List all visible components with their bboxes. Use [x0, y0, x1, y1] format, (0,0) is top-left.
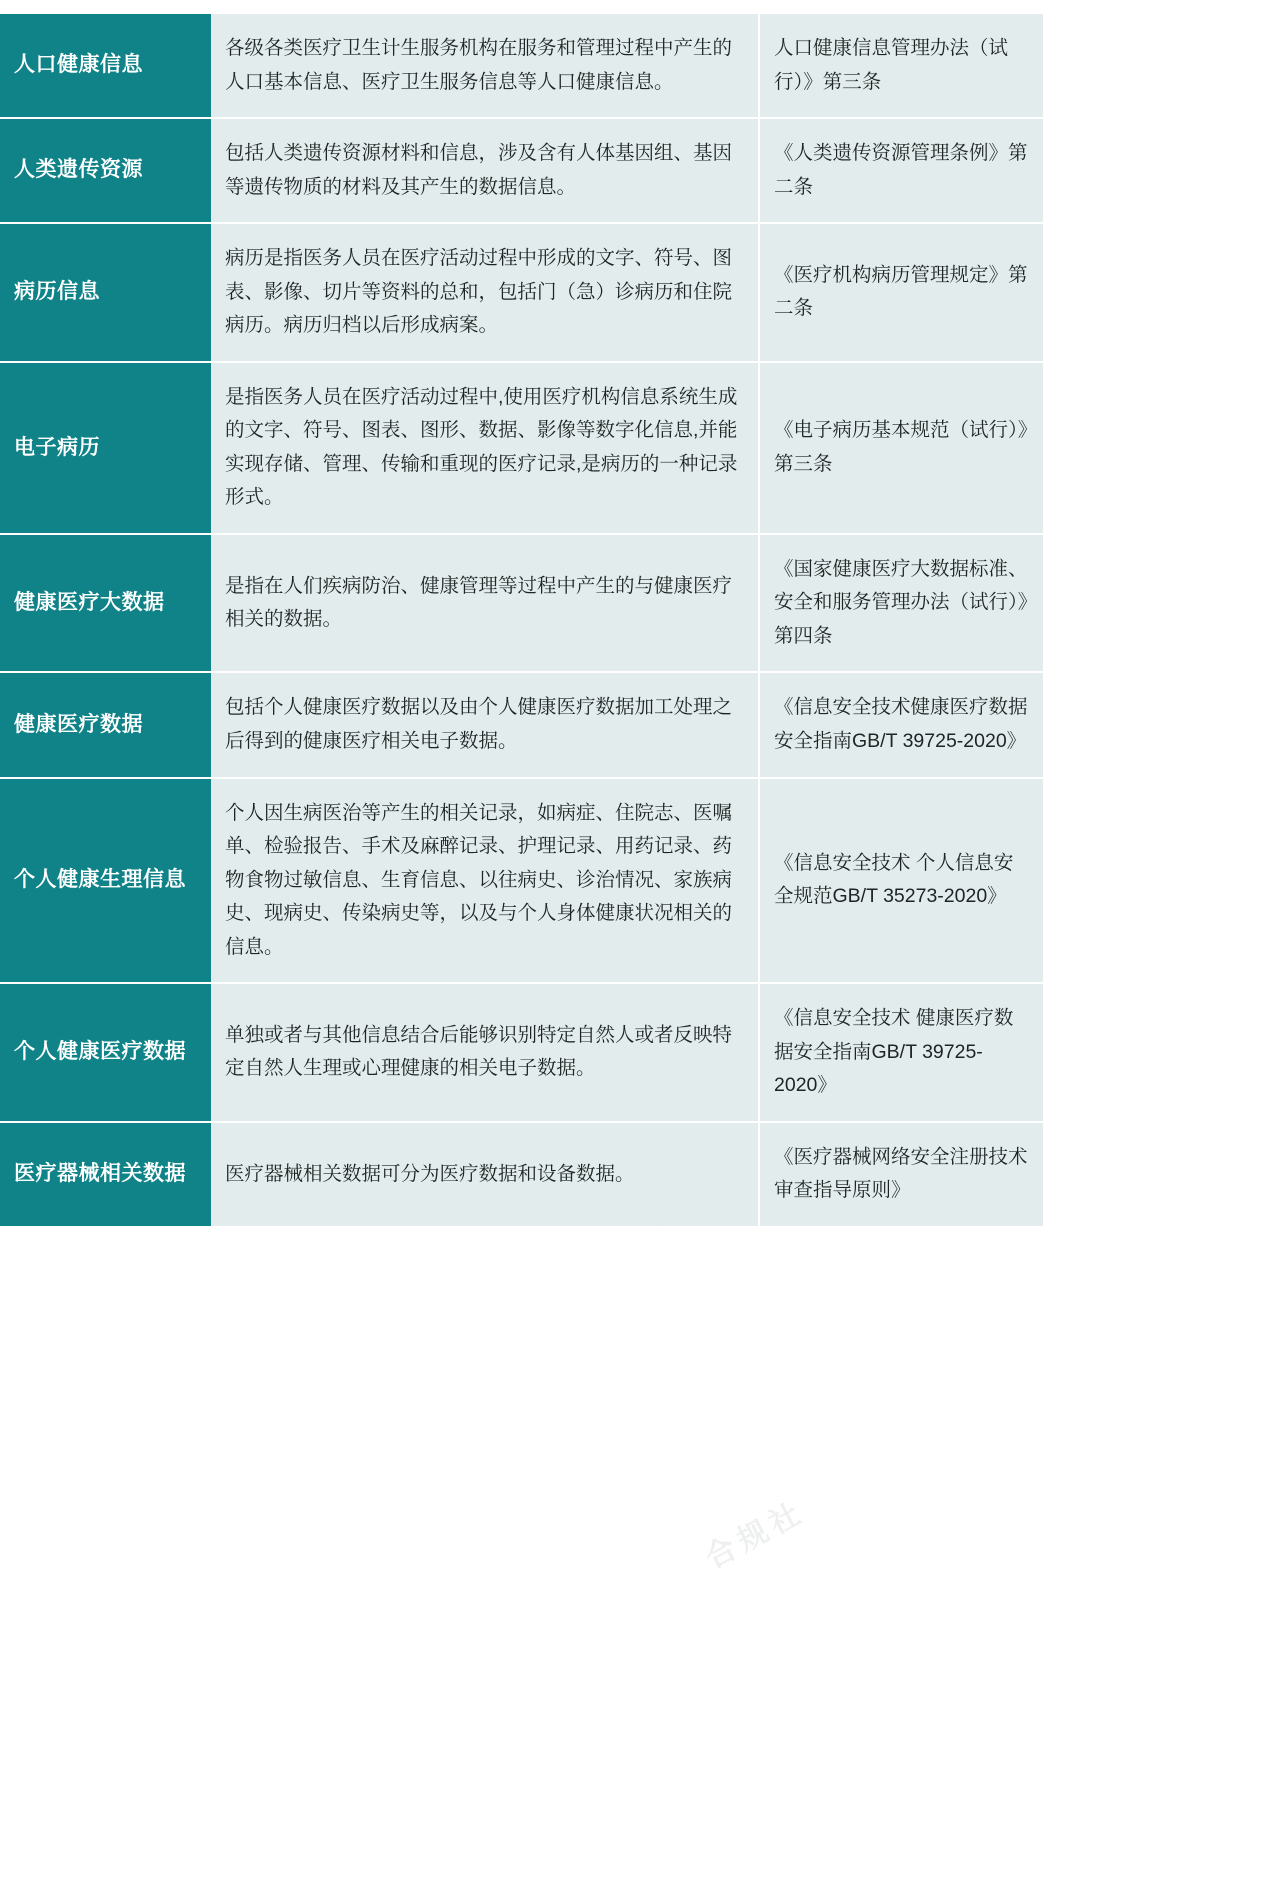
term-cell: 个人健康医疗数据	[0, 983, 211, 1122]
definitions-table-wrapper	[0, 14, 1043, 1228]
source-cell: 《电子病历基本规范（试行）》第三条	[759, 362, 1043, 534]
source-cell: 《国家健康医疗大数据标准、安全和服务管理办法（试行）》第四条	[759, 534, 1043, 673]
source-cell: 人口健康信息管理办法（试行）》第三条	[759, 14, 1043, 118]
description-cell: 单独或者与其他信息结合后能够识别特定自然人或者反映特定自然人生理或心理健康的相关电子数据。	[211, 983, 759, 1122]
watermark: 合规社	[700, 1495, 812, 1576]
description-cell: 病历是指医务人员在医疗活动过程中形成的文字、符号、图表、影像、切片等资料的总和，包括门（急）诊病历和住院病历。病历归档以后形成病案。	[211, 223, 759, 362]
table-row	[0, 362, 1043, 534]
table-row	[0, 118, 1043, 223]
table-row	[0, 534, 1043, 673]
term-cell: 医疗器械相关数据	[0, 1122, 211, 1227]
table-row	[0, 223, 1043, 362]
term-cell: 健康医疗大数据	[0, 534, 211, 673]
table-row	[0, 672, 1043, 777]
definitions-table	[0, 14, 1043, 1228]
source-cell: 《信息安全技术 个人信息安全规范GB/T 35273-2020》	[759, 778, 1043, 984]
table-row	[0, 778, 1043, 984]
source-cell: 《医疗器械网络安全注册技术审查指导原则》	[759, 1122, 1043, 1227]
description-cell: 是指医务人员在医疗活动过程中,使用医疗机构信息系统生成的文字、符号、图表、图形、数据、影像等数字化信息,并能实现存储、管理、传输和重现的医疗记录,是病历的一种记录形式。	[211, 362, 759, 534]
source-cell: 《人类遗传资源管理条例》第二条	[759, 118, 1043, 223]
description-cell: 包括个人健康医疗数据以及由个人健康医疗数据加工处理之后得到的健康医疗相关电子数据。	[211, 672, 759, 777]
term-cell: 个人健康生理信息	[0, 778, 211, 984]
term-cell: 病历信息	[0, 223, 211, 362]
description-cell: 包括人类遗传资源材料和信息，涉及含有人体基因组、基因等遗传物质的材料及其产生的数据信息。	[211, 118, 759, 223]
term-cell: 电子病历	[0, 362, 211, 534]
description-cell: 个人因生病医治等产生的相关记录，如病症、住院志、医嘱单、检验报告、手术及麻醉记录、护理记录、用药记录、药物食物过敏信息、生育信息、以往病史、诊治情况、家族病史、现病史、传染病史等，以及与个人身体健康状况相关的信息。	[211, 778, 759, 984]
table-row	[0, 983, 1043, 1122]
table-row	[0, 1122, 1043, 1227]
term-cell: 健康医疗数据	[0, 672, 211, 777]
description-cell: 医疗器械相关数据可分为医疗数据和设备数据。	[211, 1122, 759, 1227]
source-cell: 《信息安全技术 健康医疗数据安全指南GB/T 39725-2020》	[759, 983, 1043, 1122]
table-row	[0, 14, 1043, 118]
source-cell: 《信息安全技术健康医疗数据安全指南GB/T 39725-2020》	[759, 672, 1043, 777]
source-cell: 《医疗机构病历管理规定》第二条	[759, 223, 1043, 362]
term-cell: 人类遗传资源	[0, 118, 211, 223]
term-cell: 人口健康信息	[0, 14, 211, 118]
description-cell: 是指在人们疾病防治、健康管理等过程中产生的与健康医疗相关的数据。	[211, 534, 759, 673]
description-cell: 各级各类医疗卫生计生服务机构在服务和管理过程中产生的人口基本信息、医疗卫生服务信息等人口健康信息。	[211, 14, 759, 118]
